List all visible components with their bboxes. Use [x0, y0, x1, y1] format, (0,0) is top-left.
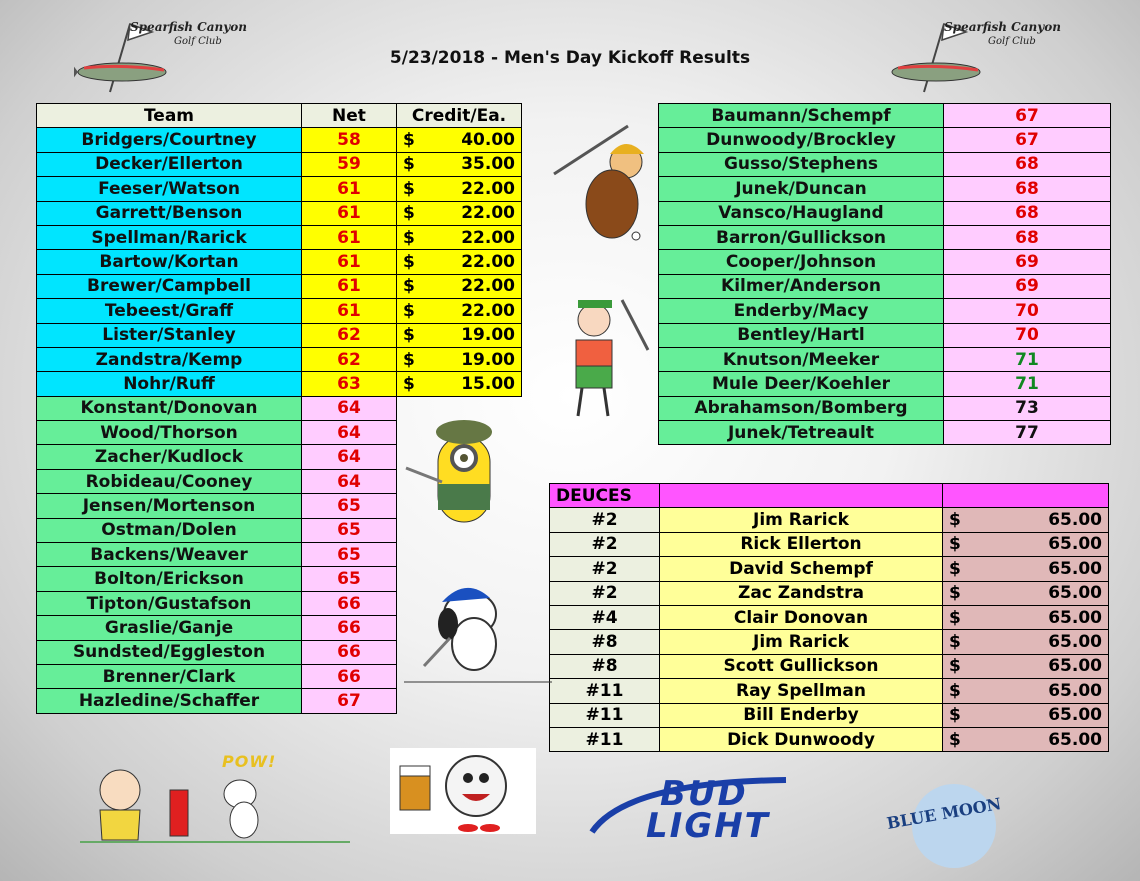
player-name: Dick Dunwoody [660, 727, 943, 751]
credit-value: 22.00 [461, 203, 515, 224]
deuce-amount-cell [943, 727, 1109, 751]
charlie-brown-snoopy-icon [80, 750, 360, 850]
player-name: Zac Zandstra [660, 581, 943, 605]
table-row [659, 299, 1111, 323]
net-score: 73 [944, 396, 1111, 420]
currency-symbol: $ [403, 373, 415, 394]
currency-symbol: $ [403, 130, 415, 151]
credit-cell [397, 128, 522, 152]
team-name: Zacher/Kudlock [37, 445, 302, 469]
net-score: 59 [302, 152, 397, 176]
amount-value: 65.00 [1048, 534, 1102, 555]
team-name: Brewer/Campbell [37, 274, 302, 298]
net-score: 66 [302, 664, 397, 688]
table-row [37, 225, 522, 249]
net-score: 67 [944, 128, 1111, 152]
table-row [659, 152, 1111, 176]
net-score: 61 [302, 250, 397, 274]
table-row [37, 347, 522, 371]
deuce-amount-cell [943, 654, 1109, 678]
table-row [659, 128, 1111, 152]
deuce-amount [949, 656, 1102, 676]
table-row [37, 323, 522, 347]
deuce-row [550, 581, 1109, 605]
hole-number: #11 [550, 703, 660, 727]
team-name: Wood/Thorson [37, 421, 302, 445]
deuces-table [549, 483, 1109, 752]
credit-cell [397, 372, 522, 396]
deuce-amount-cell [943, 581, 1109, 605]
deuces-header-row [550, 484, 1109, 508]
deuce-row [550, 557, 1109, 581]
logo-text-line2: Golf Club [988, 36, 1036, 47]
table-row [37, 299, 522, 323]
net-score: 71 [944, 372, 1111, 396]
credit-amount [403, 203, 515, 223]
net-score: 67 [302, 689, 397, 713]
amount-value: 65.00 [1048, 656, 1102, 677]
team-name: Sundsted/Eggleston [37, 640, 302, 664]
deuce-amount [949, 730, 1102, 750]
team-name: Backens/Weaver [37, 543, 302, 567]
credit-value: 22.00 [461, 178, 515, 199]
team-name: Ostman/Dolen [37, 518, 302, 542]
team-name: Mule Deer/Koehler [659, 372, 944, 396]
credit-amount [403, 179, 515, 199]
team-name: Knutson/Meeker [659, 347, 944, 371]
player-name: Scott Gullickson [660, 654, 943, 678]
net-score: 66 [302, 616, 397, 640]
credit-amount [403, 276, 515, 296]
deuce-amount [949, 534, 1102, 554]
credit-value: 40.00 [461, 130, 515, 151]
credit-cell [397, 177, 522, 201]
net-score: 61 [302, 201, 397, 225]
currency-symbol: $ [403, 252, 415, 273]
deuces-header-blank [660, 484, 943, 508]
currency-symbol: $ [403, 325, 415, 346]
net-score: 65 [302, 567, 397, 591]
net-score: 66 [302, 591, 397, 615]
table-row [37, 274, 522, 298]
blue-moon-text: BLUE MOON [885, 794, 1003, 833]
page-title: 5/23/2018 - Men's Day Kickoff Results [389, 48, 751, 68]
team-name: Tipton/Gustafson [37, 591, 302, 615]
currency-symbol: $ [949, 583, 961, 604]
table-row [37, 201, 522, 225]
team-name: Kilmer/Anderson [659, 274, 944, 298]
credit-value: 19.00 [461, 325, 515, 346]
net-score: 61 [302, 177, 397, 201]
team-name: Decker/Ellerton [37, 152, 302, 176]
currency-symbol: $ [949, 680, 961, 701]
credit-value: 22.00 [461, 227, 515, 248]
team-name: Barron/Gullickson [659, 225, 944, 249]
logo-text-line1: Spearfish Canyon [944, 20, 1061, 34]
team-name: Junek/Duncan [659, 177, 944, 201]
credit-cell [397, 250, 522, 274]
net-score: 65 [302, 518, 397, 542]
team-name: Nohr/Ruff [37, 372, 302, 396]
table-row [659, 177, 1111, 201]
team-name: Tebeest/Graff [37, 299, 302, 323]
deuce-row [550, 605, 1109, 629]
net-score: 61 [302, 299, 397, 323]
table-row [659, 347, 1111, 371]
credit-value: 19.00 [461, 349, 515, 370]
team-name: Bentley/Hartl [659, 323, 944, 347]
right-results-table [658, 103, 1111, 445]
team-name: Enderby/Macy [659, 299, 944, 323]
credit-amount [403, 130, 515, 150]
credit-amount [403, 228, 515, 248]
table-header-row [37, 104, 522, 128]
team-name: Feeser/Watson [37, 177, 302, 201]
table-row [37, 128, 522, 152]
currency-symbol: $ [403, 300, 415, 321]
amount-value: 65.00 [1048, 583, 1102, 604]
deuce-amount-cell [943, 605, 1109, 629]
currency-symbol: $ [949, 607, 961, 628]
team-name: Bartow/Kortan [37, 250, 302, 274]
net-score: 69 [944, 250, 1111, 274]
credit-value: 15.00 [461, 373, 515, 394]
team-name: Bolton/Erickson [37, 567, 302, 591]
credit-cell [397, 323, 522, 347]
snoopy-golfer-icon [404, 578, 554, 690]
hole-number: #2 [550, 557, 660, 581]
credit-amount [403, 374, 515, 394]
net-score: 71 [944, 347, 1111, 371]
deuce-amount [949, 559, 1102, 579]
credit-amount [403, 350, 515, 370]
column-header-team: Team [37, 104, 302, 128]
bud-light-logo [586, 772, 816, 852]
bud-text: BUD [660, 774, 748, 814]
table-row [659, 250, 1111, 274]
team-name: Konstant/Donovan [37, 396, 302, 420]
team-name: Baumann/Schempf [659, 104, 944, 128]
player-name: Bill Enderby [660, 703, 943, 727]
amount-value: 65.00 [1048, 705, 1102, 726]
team-name: Hazledine/Schaffer [37, 689, 302, 713]
deuce-amount [949, 583, 1102, 603]
deuce-row [550, 508, 1109, 532]
hole-number: #2 [550, 508, 660, 532]
team-name: Junek/Tetreault [659, 421, 944, 445]
logo-text-line1: Spearfish Canyon [130, 20, 247, 34]
currency-symbol: $ [949, 510, 961, 531]
table-row [37, 177, 522, 201]
deuce-amount [949, 632, 1102, 652]
currency-symbol: $ [949, 729, 961, 750]
credit-value: 22.00 [461, 276, 515, 297]
table-row [659, 323, 1111, 347]
hole-number: #4 [550, 605, 660, 629]
net-score: 61 [302, 225, 397, 249]
net-score: 65 [302, 494, 397, 518]
currency-symbol: $ [949, 534, 961, 555]
deuce-row [550, 703, 1109, 727]
net-score: 62 [302, 323, 397, 347]
player-name: Jim Rarick [660, 630, 943, 654]
net-score: 70 [944, 323, 1111, 347]
credit-amount [403, 301, 515, 321]
table-row [659, 225, 1111, 249]
table-row [659, 201, 1111, 225]
amount-value: 65.00 [1048, 558, 1102, 579]
empty-cell [397, 689, 522, 713]
net-score: 67 [944, 104, 1111, 128]
credit-cell [397, 299, 522, 323]
table-row [37, 250, 522, 274]
amount-value: 65.00 [1048, 607, 1102, 628]
net-score: 68 [944, 152, 1111, 176]
paid-rows [37, 128, 522, 396]
table-row [37, 152, 522, 176]
team-name: Robideau/Cooney [37, 469, 302, 493]
column-header-credit: Credit/Ea. [397, 104, 522, 128]
currency-symbol: $ [403, 203, 415, 224]
table-row [659, 396, 1111, 420]
hole-number: #11 [550, 727, 660, 751]
credit-value: 22.00 [461, 300, 515, 321]
deuce-amount [949, 510, 1102, 530]
table-row [37, 689, 522, 713]
minion-golfer-icon [402, 412, 542, 542]
deuce-row [550, 630, 1109, 654]
player-name: David Schempf [660, 557, 943, 581]
deuce-amount-cell [943, 679, 1109, 703]
club-logo-right [888, 20, 1068, 90]
team-name: Abrahamson/Bomberg [659, 396, 944, 420]
net-score: 65 [302, 543, 397, 567]
deuces-rows [550, 508, 1109, 752]
logo-text-line2: Golf Club [174, 36, 222, 47]
team-name: Zandstra/Kemp [37, 347, 302, 371]
club-logo-left [74, 20, 254, 90]
table-row [659, 274, 1111, 298]
credit-cell [397, 347, 522, 371]
team-name: Jensen/Mortenson [37, 494, 302, 518]
team-name: Lister/Stanley [37, 323, 302, 347]
deuce-amount [949, 608, 1102, 628]
pow-text: POW! [222, 752, 277, 771]
deuce-amount-cell [943, 630, 1109, 654]
credit-amount [403, 154, 515, 174]
amount-value: 65.00 [1048, 632, 1102, 653]
net-score: 68 [944, 201, 1111, 225]
deuce-amount-cell [943, 508, 1109, 532]
currency-symbol: $ [403, 154, 415, 175]
hole-number: #8 [550, 654, 660, 678]
deuce-amount-cell [943, 703, 1109, 727]
net-score: 64 [302, 396, 397, 420]
credit-cell [397, 201, 522, 225]
hole-number: #2 [550, 581, 660, 605]
net-score: 69 [944, 274, 1111, 298]
right-rows [659, 104, 1111, 445]
team-name: Bridgers/Courtney [37, 128, 302, 152]
table-row [37, 372, 522, 396]
blue-moon-logo [884, 780, 1014, 870]
team-name: Gusso/Stephens [659, 152, 944, 176]
net-score: 66 [302, 640, 397, 664]
deuce-row [550, 679, 1109, 703]
credit-cell [397, 274, 522, 298]
hole-number: #11 [550, 679, 660, 703]
team-name: Spellman/Rarick [37, 225, 302, 249]
currency-symbol: $ [949, 558, 961, 579]
net-score: 64 [302, 445, 397, 469]
hole-number: #8 [550, 630, 660, 654]
team-name: Garrett/Benson [37, 201, 302, 225]
deuce-row [550, 654, 1109, 678]
team-name: Dunwoody/Brockley [659, 128, 944, 152]
currency-symbol: $ [949, 632, 961, 653]
player-name: Rick Ellerton [660, 532, 943, 556]
credit-value: 35.00 [461, 154, 515, 175]
table-row [37, 543, 522, 567]
currency-symbol: $ [949, 656, 961, 677]
deuce-amount [949, 705, 1102, 725]
old-golfer-icon [548, 280, 658, 440]
credit-value: 22.00 [461, 252, 515, 273]
player-name: Clair Donovan [660, 605, 943, 629]
credit-cell [397, 152, 522, 176]
currency-symbol: $ [403, 178, 415, 199]
caveman-golfer-icon [548, 104, 658, 254]
currency-symbol: $ [949, 705, 961, 726]
hole-number: #2 [550, 532, 660, 556]
net-score: 64 [302, 469, 397, 493]
team-name: Cooper/Johnson [659, 250, 944, 274]
net-score: 63 [302, 372, 397, 396]
deuces-header: DEUCES [550, 484, 660, 508]
currency-symbol: $ [403, 227, 415, 248]
credit-cell [397, 225, 522, 249]
deuce-amount [949, 681, 1102, 701]
net-score: 70 [944, 299, 1111, 323]
deuces-header-blank [943, 484, 1109, 508]
table-row [659, 372, 1111, 396]
amount-value: 65.00 [1048, 680, 1102, 701]
table-row [659, 104, 1111, 128]
credit-amount [403, 325, 515, 345]
table-row [659, 421, 1111, 445]
net-score: 68 [944, 225, 1111, 249]
team-name: Graslie/Ganje [37, 616, 302, 640]
amount-value: 65.00 [1048, 510, 1102, 531]
net-score: 58 [302, 128, 397, 152]
net-score: 77 [944, 421, 1111, 445]
deuce-amount-cell [943, 532, 1109, 556]
column-header-net: Net [302, 104, 397, 128]
net-score: 61 [302, 274, 397, 298]
deuce-row [550, 532, 1109, 556]
net-score: 64 [302, 421, 397, 445]
net-score: 68 [944, 177, 1111, 201]
beer-golf-ball-icon [390, 748, 536, 834]
player-name: Ray Spellman [660, 679, 943, 703]
deuce-amount-cell [943, 557, 1109, 581]
currency-symbol: $ [403, 349, 415, 370]
team-name: Vansco/Haugland [659, 201, 944, 225]
currency-symbol: $ [403, 276, 415, 297]
net-score: 62 [302, 347, 397, 371]
team-name: Brenner/Clark [37, 664, 302, 688]
light-text: LIGHT [646, 806, 770, 846]
credit-amount [403, 252, 515, 272]
deuce-row [550, 727, 1109, 751]
empty-cell [397, 543, 522, 567]
amount-value: 65.00 [1048, 729, 1102, 750]
player-name: Jim Rarick [660, 508, 943, 532]
